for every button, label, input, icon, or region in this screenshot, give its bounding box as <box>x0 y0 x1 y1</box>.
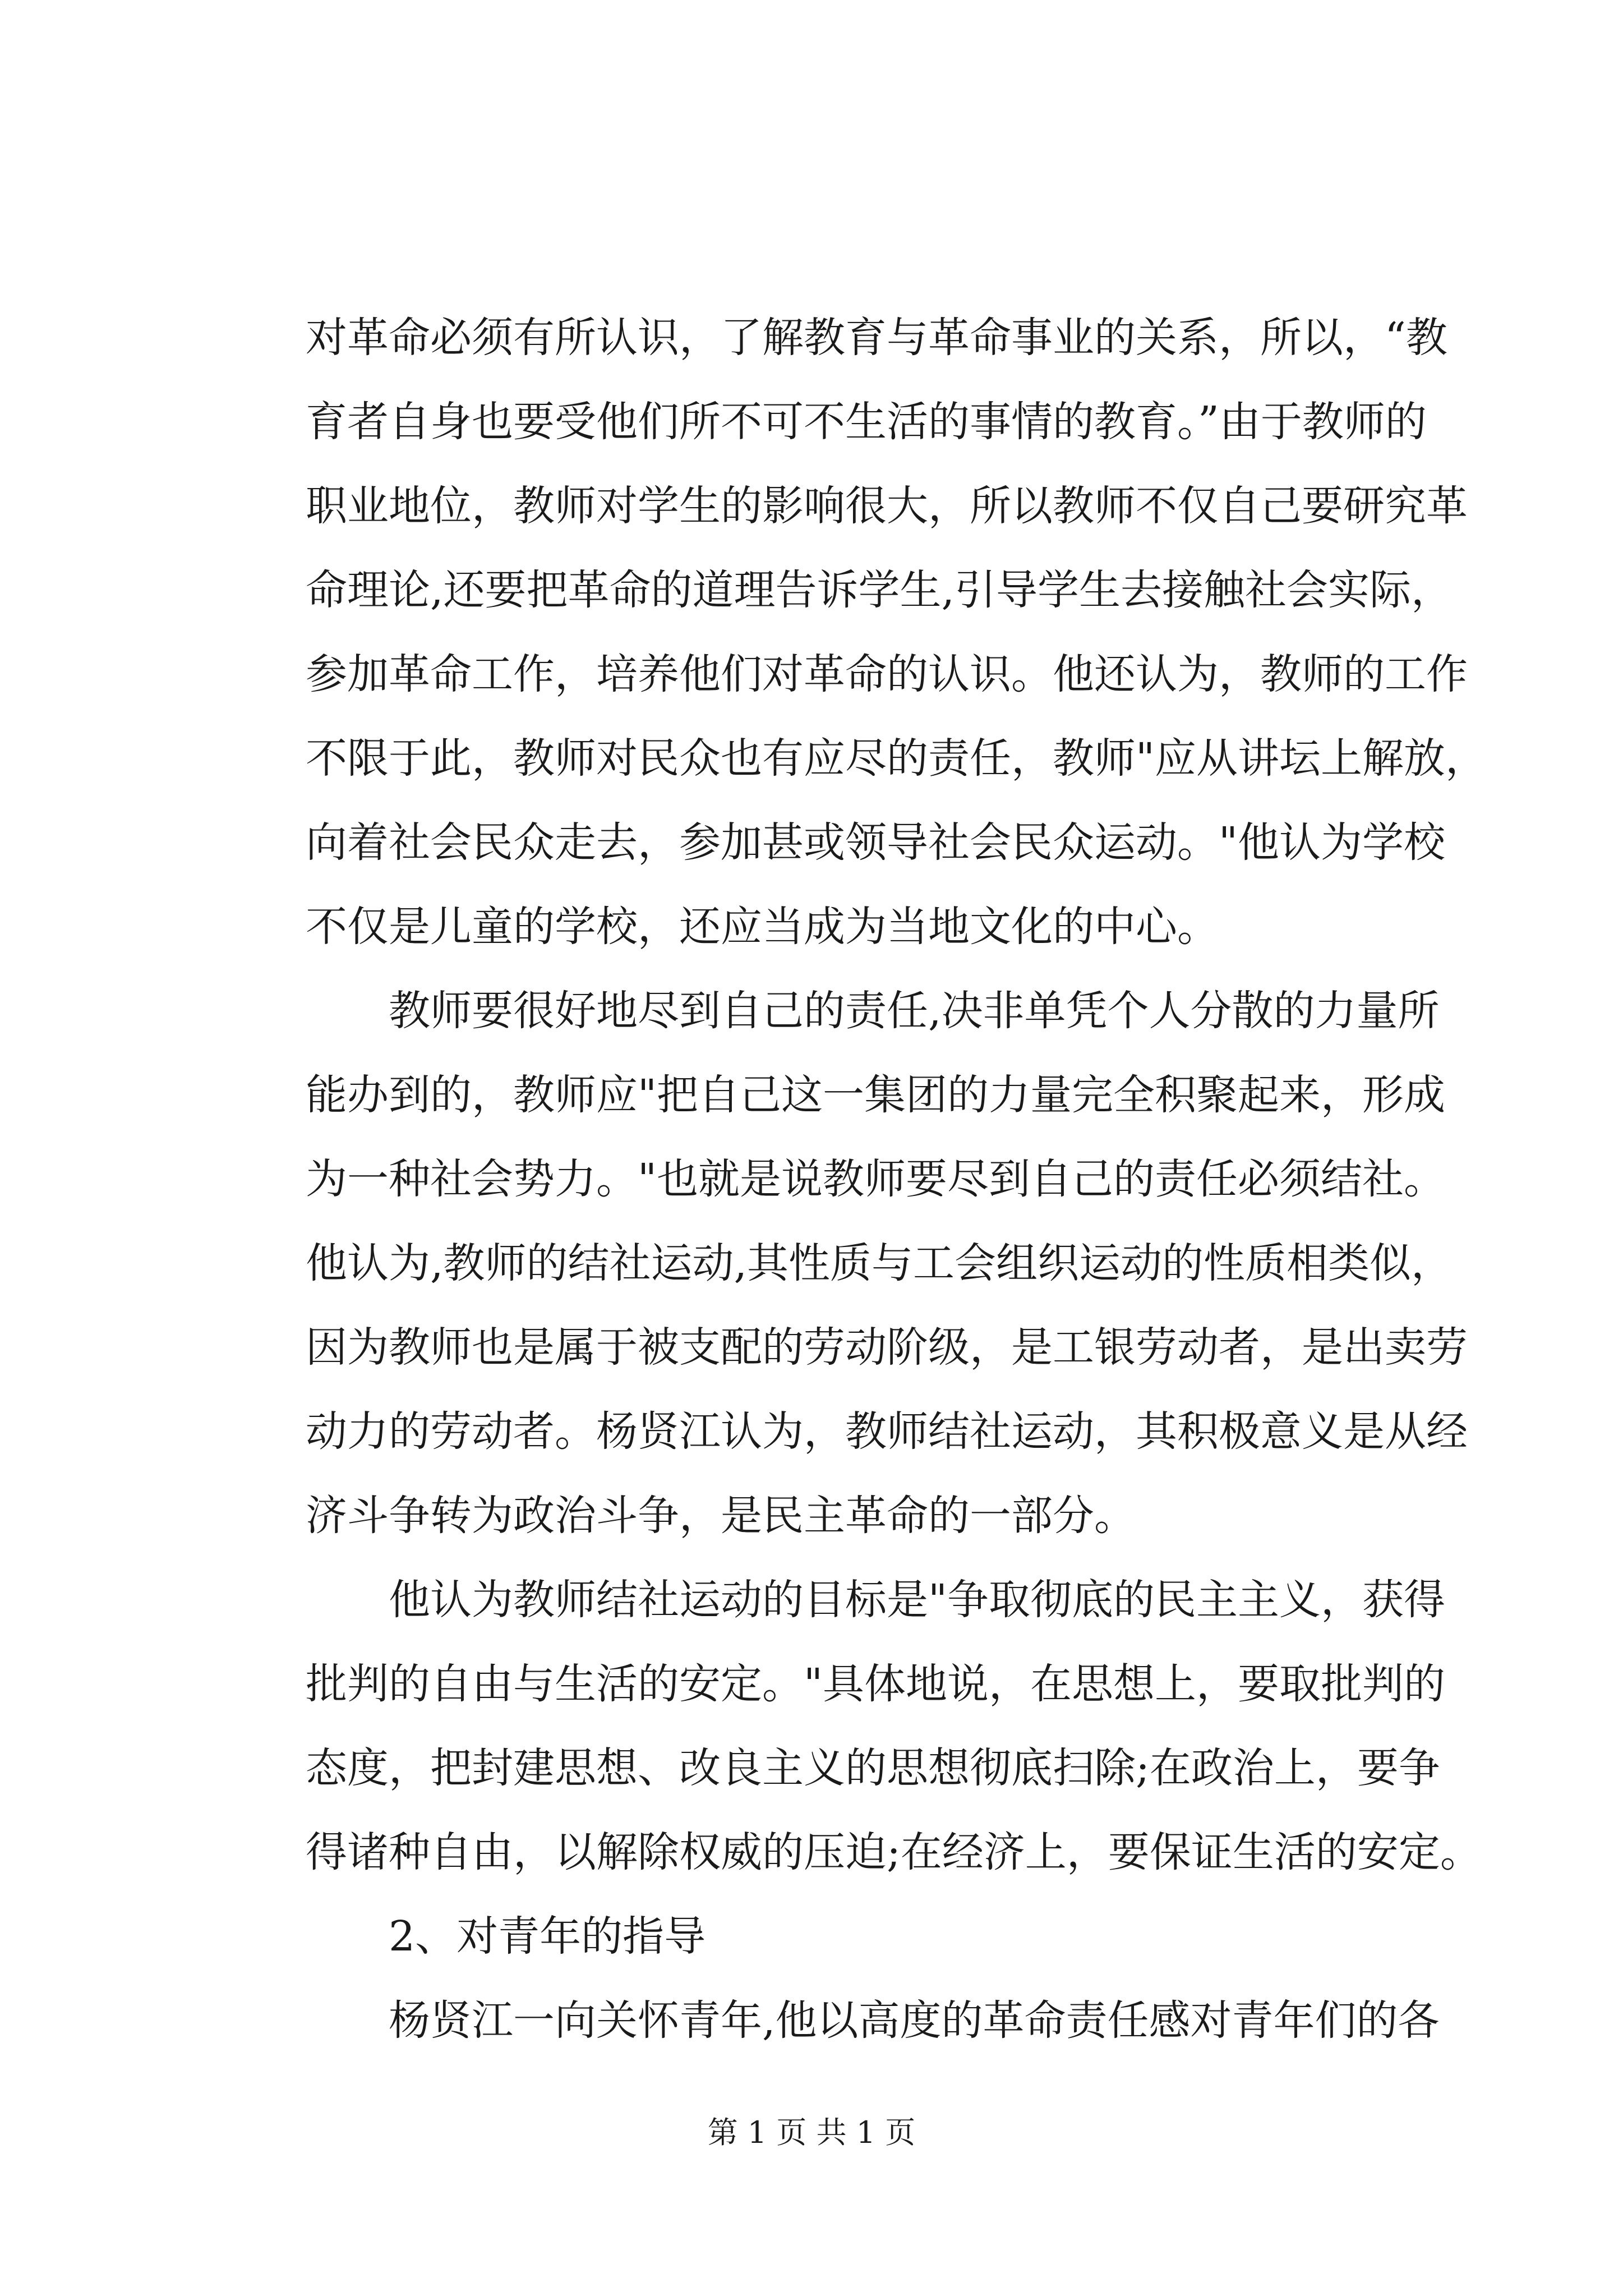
text-line: 杨贤江一向关怀青年,他以高度的革命责任感对青年们的各 <box>389 1996 1440 2045</box>
text-line: 向着社会民众走去，参加甚或领导社会民众运动。"他认为学校 <box>306 818 1446 867</box>
text-line: 参加革命工作，培养他们对革命的认识。他还认为，教师的工作 <box>306 650 1468 698</box>
text-line: 态度，把封建思想、改良主义的思想彻底扫除;在政治上，要争 <box>306 1744 1440 1792</box>
page-footer: 第 1 页 共 1 页 <box>707 2115 916 2150</box>
text-line: 为一种社会势力。"也就是说教师要尽到自己的责任必须结社。 <box>306 1155 1446 1203</box>
text-line: 济斗争转为政治斗争，是民主革命的一部分。 <box>306 1492 1136 1540</box>
text-line: 他认为,教师的结社运动,其性质与工会组织运动的性质相类似， <box>306 1239 1453 1287</box>
text-line: 职业地位，教师对学生的影响很大，所以教师不仅自己要研究革 <box>306 482 1468 530</box>
text-line: 批判的自由与生活的安定。"具体地说，在思想上，要取批判的 <box>306 1660 1446 1708</box>
text-line: 因为教师也是属于被支配的劳动阶级，是工银劳动者，是出卖劳 <box>306 1323 1468 1372</box>
text-line: 动力的劳动者。杨贤江认为，教师结社运动，其积极意义是从经 <box>306 1407 1468 1456</box>
text-line: 命理论,还要把革命的道理告诉学生,引导学生去接触社会实际， <box>306 566 1453 614</box>
text-line: 能办到的，教师应"把自己这一集团的力量完全积聚起来，形成 <box>306 1071 1446 1119</box>
text-line: 不限于此，教师对民众也有应尽的责任，教师"应从讲坛上解放， <box>306 734 1487 783</box>
text-line: 教师要很好地尽到自己的责任,决非单凭个人分散的力量所 <box>389 987 1440 1035</box>
text-line: 他认为教师结社运动的目标是"争取彻底的民主主义，获得 <box>389 1576 1446 1624</box>
text-line: 不仅是儿童的学校，还应当成为当地文化的中心。 <box>306 903 1219 951</box>
text-line: 育者自身也要受他们所不可不生活的事情的教育。”由于教师的 <box>306 398 1427 446</box>
text-line: 对革命必须有所认识，了解教育与革命事业的关系，所以，“教 <box>306 314 1447 362</box>
text-line: 得诸种自由，以解除权威的压迫;在经济上，要保证生活的安定。 <box>306 1828 1482 1876</box>
section-heading: 2、对青年的指导 <box>389 1912 706 1961</box>
